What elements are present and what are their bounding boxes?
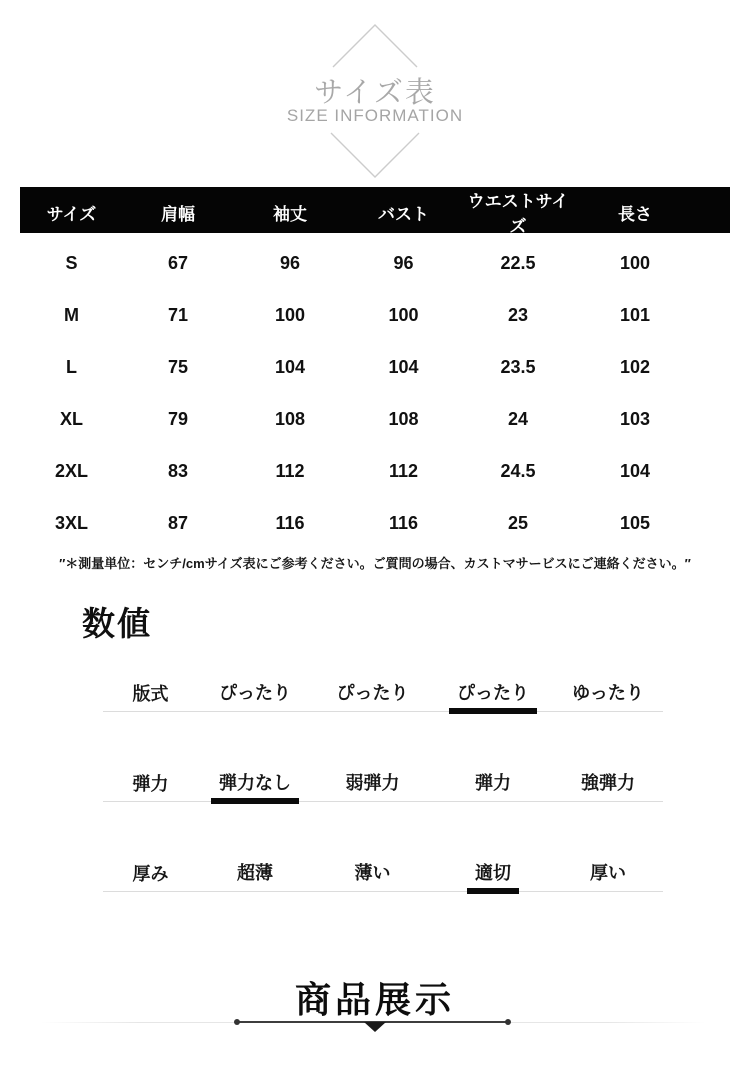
table-row (20, 237, 730, 289)
waist-value: 24.5 (500, 460, 536, 481)
sleeve-value: 112 (275, 460, 305, 481)
waist-value: 23.5 (500, 356, 536, 377)
attribute-option: ゆったり (572, 683, 644, 703)
size-chart-header (0, 0, 750, 186)
attribute-option: 厚い (590, 863, 626, 883)
bust-value: 108 (388, 408, 419, 429)
bust-value: 116 (388, 512, 419, 533)
column-header-waist: ウエストサイズ (467, 192, 569, 236)
length-value: 101 (619, 304, 651, 325)
table-row (20, 289, 730, 341)
size-label: XL (59, 408, 83, 429)
attribute-label: 厚み (132, 864, 169, 884)
table-row (20, 445, 730, 497)
attribute-option: ぴったり (219, 683, 291, 703)
attribute-label: 弾力 (132, 774, 169, 794)
table-row (20, 341, 730, 393)
attribute-option-selected: ぴったり (457, 683, 529, 703)
column-header-length: 長さ (618, 204, 652, 224)
waist-value: 23 (507, 304, 529, 325)
length-value: 105 (619, 512, 651, 533)
dot-icon (234, 1019, 240, 1025)
attribute-row-fit (103, 680, 663, 712)
sleeve-value: 96 (279, 252, 301, 273)
bust-value: 100 (388, 304, 419, 325)
length-value: 100 (619, 252, 651, 273)
triangle-down-icon (364, 1022, 386, 1032)
attribute-option: 超薄 (237, 863, 273, 883)
attribute-option: 強弾力 (581, 773, 635, 793)
size-label: 3XL (54, 512, 88, 533)
length-value: 104 (619, 460, 651, 481)
shoulder-value: 79 (167, 408, 189, 429)
bust-value: 104 (388, 356, 419, 377)
attribute-row-thickness (103, 860, 663, 892)
table-row (20, 393, 730, 445)
attribute-option: 弱弾力 (345, 773, 400, 793)
waist-value: 22.5 (500, 252, 536, 273)
numeric-section-heading: 数値 (82, 605, 152, 642)
shoulder-value: 67 (167, 252, 189, 273)
shoulder-value: 83 (167, 460, 189, 481)
bust-value: 112 (388, 460, 419, 481)
dot-icon (505, 1019, 511, 1025)
attribute-label: 版式 (132, 684, 169, 704)
sleeve-value: 100 (274, 304, 306, 325)
measurement-note: ″＊測量単位：センチ/cmサイズ表にご参考ください。ご質問の場合、カストマサービスにご連絡ください。″ (59, 556, 691, 571)
sleeve-value: 104 (274, 356, 306, 377)
attribute-option-selected: 弾力なし (219, 773, 291, 793)
column-header-size: サイズ (46, 204, 97, 224)
column-header-sleeve: 袖丈 (273, 204, 307, 224)
length-value: 102 (619, 356, 651, 377)
size-chart-title-en: SIZE INFORMATION (286, 106, 464, 125)
size-label: L (66, 356, 77, 377)
size-chart-title-jp: サイズ表 (314, 77, 436, 109)
size-table-header-row (20, 187, 730, 236)
waist-value: 25 (507, 512, 529, 533)
column-header-bust: バスト (378, 204, 429, 224)
attribute-option: 薄い (354, 863, 391, 883)
size-label: M (64, 304, 79, 325)
size-label: S (65, 252, 78, 273)
divider (103, 711, 663, 712)
product-display-heading: 商品展示 (294, 979, 455, 1020)
sleeve-value: 108 (274, 408, 306, 429)
attribute-option-selected: 適切 (475, 863, 511, 883)
waist-value: 24 (507, 408, 529, 429)
divider (103, 891, 663, 892)
attribute-option: ぴったり (336, 683, 409, 703)
sleeve-value: 116 (275, 512, 305, 533)
shoulder-value: 75 (167, 356, 189, 377)
size-table-body (20, 237, 730, 549)
divider (103, 801, 663, 802)
attribute-option: 弾力 (475, 773, 511, 793)
table-row (20, 497, 730, 549)
shoulder-value: 87 (167, 512, 189, 533)
bust-value: 96 (393, 252, 414, 273)
attribute-row-elasticity (103, 770, 663, 802)
size-label: 2XL (54, 460, 88, 481)
shoulder-value: 71 (167, 304, 189, 325)
column-header-shoulder: 肩幅 (161, 204, 195, 224)
length-value: 103 (619, 408, 651, 429)
